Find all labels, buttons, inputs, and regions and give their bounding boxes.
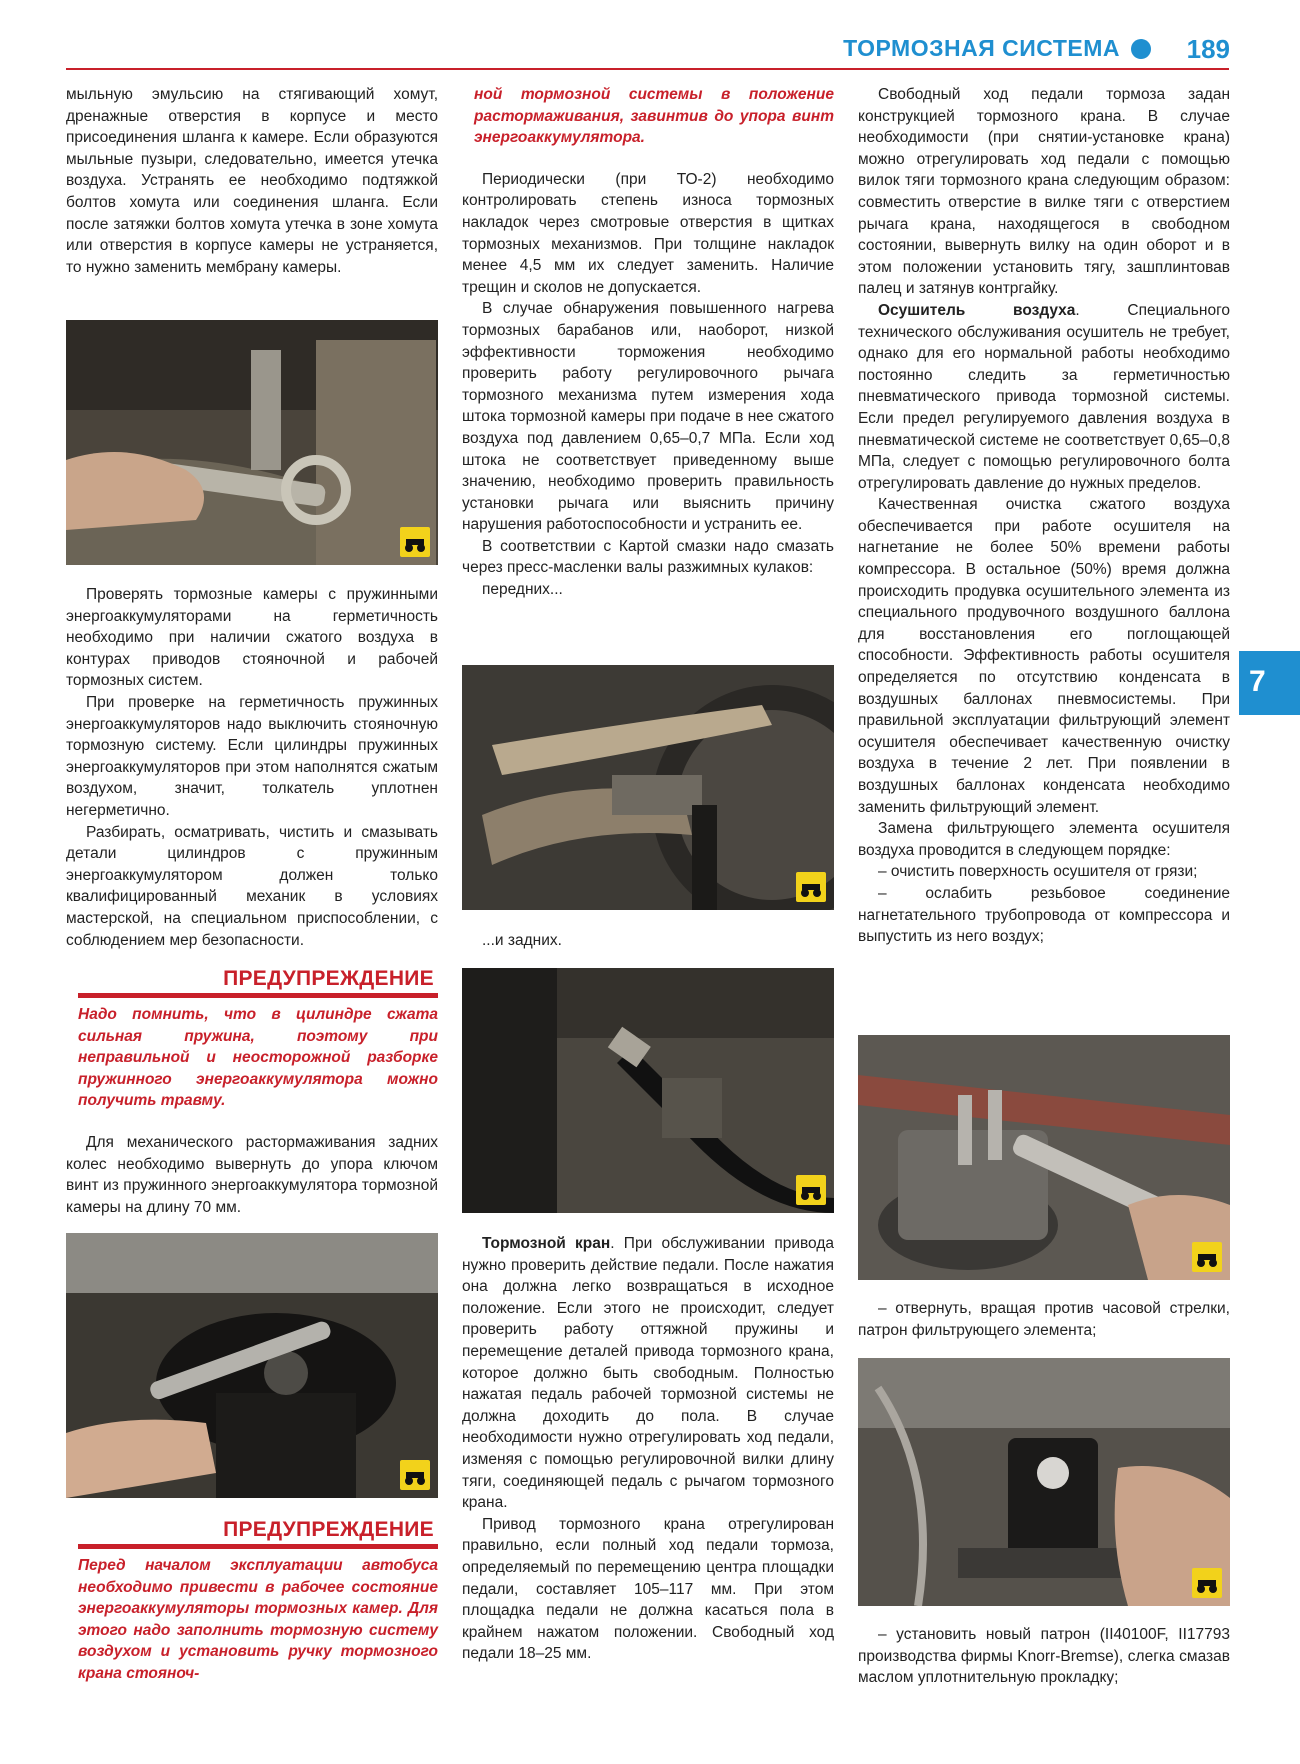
col3-paragraph-6: – ослабить резьбовое соединение нагнетательного трубопровода от компрессора и выпустить из него воздух; [858, 884, 1230, 946]
col2-paragraph-2: В случае обнаружения повышенного нагрева тормозных барабанов или, наоборот, низкой эффективности торможения необходимо проверить работу регулировочного рычага тормозного механизма путем измерения хода штока тормозной камеры при подаче в нее сжатого воздуха под давлением 0,65–0,7 МПа. Если ход штока не соответствует приведенному выше значению, необходимо проверить правильность установки рычага или выяснить причину нарушения работоспособности и устранить ее. [462, 300, 834, 534]
air-dryer-text: . Специального технического обслуживания осушитель не требует, однако для его нормальной работы необходимо постоянно следить за герметичностью пневматического привода тормозной системы. Если предел регулируемого давления воздуха в пневматической системе не соответствует 0,65–0,8 МПа, следует с помощью регулировочного болта отрегулировать давление до нужных пределов. [858, 301, 1230, 492]
column-3 [858, 84, 1230, 948]
photo-badge-icon [400, 527, 430, 557]
col3-paragraph-1: Свободный ход педали тормоза задан конструкцией тормозного крана. В случае необходимости (при снятии-установке крана) можно отрегулировать ход педали с помощью вилок тяги тормозного крана следующим образом: совместить отверстие в вилке тяги с отверстием рычага крана, находящегося в свободном состоянии, вывернуть вилку на один оборот и в этом положении установить тягу, зашплинтовав палец и затянув контргайку. [858, 86, 1230, 298]
col1-paragraph-5: Для механического растормаживания задних колес необходимо вывернуть до упора ключом винт из пружинного энергоаккумулятора тормозной камеры на длину 70 мм. [66, 1134, 438, 1216]
col2-paragraph-6 [462, 1233, 834, 1514]
photo-rear-cam-shaft [462, 968, 834, 1213]
col1-paragraph-4: Разбирать, осматривать, чистить и смазывать детали цилиндров с пружинным энергоаккумулятором должен только квалифицированный механик в условиях мастерской, на специальном приспособлении, с соблюдением мер безопасности. [66, 823, 438, 949]
header-rule [66, 68, 1229, 70]
col2-paragraph-5: ...и задних. [482, 932, 562, 949]
col3-paragraph-7: – отвернуть, вращая против часовой стрелки, патрон фильтрующего элемента; [858, 1300, 1230, 1339]
warning-1-rule [78, 993, 438, 998]
column-2-bottom [462, 1233, 834, 1665]
warning-1-title: ПРЕДУПРЕЖДЕНИЕ [223, 967, 434, 991]
col3-paragraph-8: – установить новый патрон (II40100F, II17793 производства фирмы Knorr-Bremse), слегка смазав маслом уплотнительную прокладку; [858, 1626, 1230, 1687]
column-1-mid [66, 584, 438, 1218]
warning-2-rule [78, 1544, 438, 1549]
brake-valve-lead: Тормозной кран [482, 1235, 611, 1252]
col1-paragraph-3: При проверке на герметичность пружинных энергоаккумуляторов надо выключить стояночную тормозную систему. Если цилиндры пружинных энергоаккумуляторов при этом наполнятся сжатым воздухом, значит, толкатель уплотнен негерметично. [66, 693, 438, 819]
col1-paragraph-2: Проверять тормозные камеры с пружинными энергоаккумуляторами на герметичность необходимо при наличии сжатого воздуха в контурах приводов стояночной и рабочей тормозных систем. [66, 586, 438, 690]
photo-new-filter-cartridge [858, 1358, 1230, 1606]
column-3-caption [858, 1298, 1230, 1341]
photo-air-dryer-wrench [858, 1035, 1230, 1280]
section-title: ТОРМОЗНАЯ СИСТЕМА [843, 35, 1120, 61]
col3-paragraph-4: Замена фильтрующего элемента осушителя воздуха проводится в следующем порядке: [858, 820, 1230, 859]
bullet-dot-icon [1131, 39, 1151, 59]
running-header [838, 34, 1230, 64]
photo-badge-icon [1192, 1568, 1222, 1598]
col2-paragraph-3: В соответствии с Картой смазки надо смазать через пресс-масленки валы разжимных кулаков: [462, 537, 834, 577]
column-2-caption [462, 930, 834, 952]
column-1-bottom [66, 1518, 438, 1685]
chapter-number: 7 [1249, 665, 1266, 698]
col3-paragraph-3: Качественная очистка сжатого воздуха обеспечивается при работе осушителя на нагнетание не более 50% времени работы компрессора. В остальное (50%) время должна происходить продувка осушительного элемента из специального продувочного воздушного баллона для восстановления его поглощающей способности. Эффективность работы осушителя определяется по отсутствию конденсата в воздушных баллонах пневмосистемы. При правильной эксплуатации фильтрующий элемент осушителя обеспечивает качественную очистку воздуха в течение 2 лет. При появлении в воздушных баллонах конденсата необходимо заменить фильтрующий элемент. [858, 496, 1230, 816]
photo-badge-icon [1192, 1242, 1222, 1272]
column-1 [66, 84, 438, 278]
air-dryer-lead: Осушитель воздуха [878, 301, 1076, 319]
col2-paragraph-4: передних... [482, 581, 563, 599]
col1-paragraph-1: мыльную эмульсию на стягивающий хомут, дренажные отверстия в корпусе и место присоединения шланга к камере. Если образуются мыльные пузыри, следовательно, имеется утечка воздуха. Устранять ее необходимо подтяжкой болтов хомута или соединения шланга. Если после затяжки болтов хомута утечка в зоне хомута или отверстия в корпусе камеры не устраняется, то нужно заменить мембрану камеры. [66, 86, 438, 276]
warning-2-continuation: ной тормозной системы в положение растормаживания, завинтив до упора винт энергоаккумулятора. [474, 86, 834, 147]
col2-paragraph-1: Периодически (при ТО-2) необходимо контролировать степень износа тормозных накладок через смотровые отверстия в щитках тормозных механизмов. При толщине накладок менее 4,5 мм их следует заменить. Наличие трещин и сколов не допускается. [462, 170, 834, 296]
warning-2-text: Перед началом эксплуатации автобуса необходимо привести в рабочее состояние энергоаккумуляторы тормозных камер. Для этого надо заполнить тормозную систему воздухом и установить ручку тормозного крана стояноч- [78, 1557, 438, 1682]
chapter-tab [1239, 651, 1300, 715]
photo-badge-icon [796, 872, 826, 902]
brake-valve-text: . При обслуживании привода нужно проверить действие педали. После нажатия она должна легко возвращаться в исходное положение. Если этого не происходит, следует проверить работу оттяжной пружины и перемещение деталей привода тормозного крана, которое должно быть свободным. Полностью нажатая педаль рабочей тормозной системы не должна доходить до пола. В случае необходимости нужно отрегулировать ход педали, изменяя с помощью регулировочной вилки длину тяги, соединяющей педаль с рычагом тормозного крана. [462, 1235, 835, 1512]
warning-1-text: Надо помнить, что в цилиндре сжата сильная пружина, поэтому при неправильной и неосторожной разборке пружинного энергоаккумулятора можно получить травму. [78, 1006, 438, 1110]
column-2 [462, 84, 834, 601]
column-3-bottom [858, 1624, 1230, 1689]
col2-paragraph-7: Привод тормозного крана отрегулирован правильно, если полный ход педали тормоза, определяемый по перемещению центра площадки педали, составляет 105–117 мм. При этом площадка педали не должна касаться пола в крайнем нажатом положении. Свободный ход педали 18–25 мм. [462, 1515, 834, 1663]
col3-paragraph-2 [858, 300, 1230, 494]
photo-badge-icon [400, 1460, 430, 1490]
photo-badge-icon [796, 1175, 826, 1205]
photo-front-cam-shaft [462, 665, 834, 910]
page-number: 189 [1186, 34, 1230, 64]
photo-energy-accumulator-screw [66, 1233, 438, 1498]
photo-brake-chamber-wrench [66, 320, 438, 565]
warning-2-title: ПРЕДУПРЕЖДЕНИЕ [223, 1518, 434, 1541]
col3-paragraph-5: – очистить поверхность осушителя от грязи; [878, 863, 1198, 881]
